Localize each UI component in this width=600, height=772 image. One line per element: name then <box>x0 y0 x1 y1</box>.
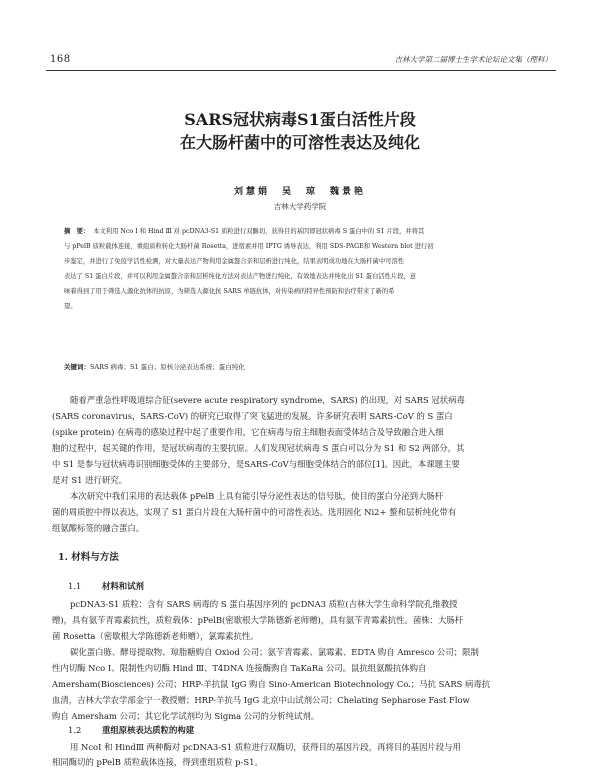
body-line: 购自 Amersham 公司；其它化学试剂均为 Sigma 公司的分析纯试剂。 <box>52 711 320 721</box>
subsection-heading <box>68 724 194 736</box>
keywords-text: SARS 病毒；S1 蛋白；原核分泌表达系统；蛋白纯化 <box>90 363 245 371</box>
intro-line: 菌的周质腔中得以表达，实现了 S1 蛋白片段在大肠杆菌中的可溶性表达。选用固化 Ni2+ 螯和层析纯化带有 <box>52 507 457 517</box>
body-line: Amersham(Biosciences) 公司；HRP-羊抗鼠 IgG 购自 Sino-American Biotechnology Co.；马抗 SARS 病毒抗 <box>52 679 491 689</box>
body-line: 血清，吉林大学农学部金宁一教授赠；HRP-羊抗马 IgG 北京中山试剂公司；Chelating Sepharose Fast Flow <box>52 695 470 705</box>
paper-title-line-1: SARS冠状病毒S1蛋白活性片段 <box>184 110 416 129</box>
subsection-title: 材料和试剂 <box>102 581 144 591</box>
intro-line: 组氨酸标签的融合蛋白。 <box>52 523 145 533</box>
intro-line: 中 S1 是参与冠状病毒识别细胞受体的主要部分，是SARS-CoV与细胞受体结合的部位[1]。因此，本课题主要 <box>52 459 460 469</box>
body-line: 用 NcoI 和 HindⅢ 两种酶对 pcDNA3-S1 质粒进行双酶切，获得目的基因片段，再将目的基因片段与用 <box>70 742 461 752</box>
intro-line: 胞的过程中，起关键的作用，是冠状病毒的主要抗原。人们发现冠状病毒 S 蛋白可以分为 S1 和 S2 两部分，其 <box>52 443 465 453</box>
intro-line: 本次研究中我们采用的表达载体 pPelB 上具有能引导分泌性表达的信号肽，使目的蛋白分泌到大肠杆 <box>70 491 444 501</box>
section-number: 1. <box>58 552 68 563</box>
keywords <box>64 362 540 371</box>
authors: 刘慧娟 吴 琼 魏景艳 <box>233 187 366 197</box>
body-line: 赠)，具有氨苄青霉素抗性，质粒载体：pPelB(密歇根大学陈德新老师赠)，具有氨苄青霉素抗性。菌株：大肠杆 <box>52 615 464 625</box>
intro-line: (spike protein) 在病毒的感染过程中起了重要作用，它在病毒与宿主细胞表面受体结合及导致融合进入细 <box>52 427 444 437</box>
abstract-line: 表达了 S1 蛋白片段，并可以利用金属螯合亲和层析纯化方法对表达产物进行纯化，有效地表达并纯化出 S1 蛋白活性片段，意 <box>64 273 417 280</box>
subsection-number: 1.2 <box>68 725 82 735</box>
intro-line: (SARS coronavirus，SARS-CoV) 的研究已取得了突飞猛进的发展。许多研究表明 SARS-CoV 的 S 蛋白 <box>52 411 453 421</box>
abstract-line: 步鉴定，并进行了免疫学活性检测，对大量表达产物利用金属螯合亲和层析进行纯化，结果表明成功地在大肠杆菌中可溶性 <box>64 258 405 265</box>
body-line: 相同酶切的 pPelB 质粒载体连接，得到重组质粒 p-S1。 <box>52 757 263 767</box>
affiliation: 吉林大学药学院 <box>273 202 327 211</box>
abstract-text: 本文利用 Nco I 和 Hind Ⅲ 对 pcDNA3-S1 质粒进行双酶切，获得目的基因即冠状病毒 S 蛋白中的 S1 片段，并将其 <box>93 228 425 235</box>
subsection-heading <box>68 580 144 592</box>
header-rule <box>46 70 556 71</box>
abstract-line: 望。 <box>64 303 77 310</box>
section-heading <box>58 549 119 563</box>
keywords-label: 关键词： <box>64 363 90 371</box>
section-title: 材料与方法 <box>71 552 119 563</box>
intro-line: 是对 S1 进行研究。 <box>52 475 128 485</box>
abstract-line: 味着得到了用于筛选人源化抗体的抗原，为筛选人源化抗 SARS 单链抗体，对传染病的特异性预防和治疗带来了新的希 <box>64 288 395 295</box>
intro-line: 随着严重急性呼吸道综合征(severe acute respiratory syndrome，SARS) 的出现，对 SARS 冠状病毒 <box>70 395 465 405</box>
body-line: 性内切酶 Nco I、限制性内切酶 Hind Ⅲ、T4DNA 连接酶购自 TaKaRa 公司。鼠抗组氨酸抗体购自 <box>52 663 427 673</box>
subsection-number: 1.1 <box>68 581 82 591</box>
body-line: 菌 Rosetta（密歇根大学陈德新老师赠），氯霉素抗性。 <box>52 631 259 641</box>
body-line: 碳化蛋白胨、酵母提取物、琼脂糖购自 Oxiod 公司；氨苄青霉素、氯霉素、EDTA 购自 Amresco 公司；限制 <box>70 647 479 657</box>
abstract-line: 与 pPelB 质粒载体连接，重组质粒转化大肠杆菌 Rosetta，进宿素并用 IPTG 诱导表达，利用 SDS-PAGE和 Western blot 进行初 <box>64 243 434 250</box>
abstract-label: 摘 要： <box>64 228 90 235</box>
page-number: 168 <box>50 54 71 65</box>
running-title: 吉林大学第二届博士生学术论坛论文集（理科） <box>394 55 552 64</box>
paper-title-line-2: 在大肠杆菌中的可溶性表达及纯化 <box>179 133 420 152</box>
body-line: pcDNA3-S1 质粒：含有 SARS 病毒的 S 蛋白基因序列的 pcDNA3 质粒(吉林大学生命科学院孔维教授 <box>70 599 458 609</box>
abstract-line <box>64 224 540 239</box>
subsection-title: 重组原核表达质粒的构建 <box>102 725 195 735</box>
